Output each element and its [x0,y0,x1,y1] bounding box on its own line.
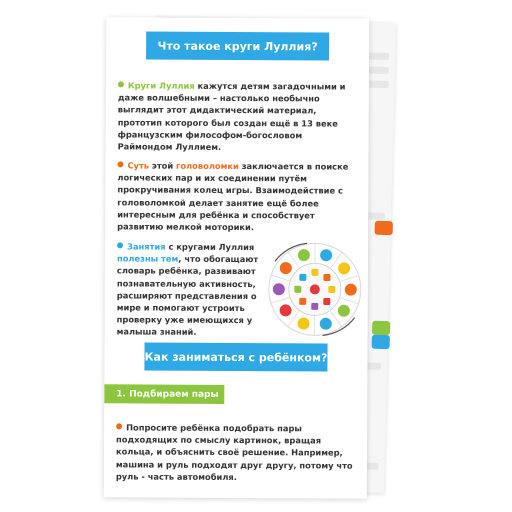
wheel-picture-icon [345,284,357,296]
wheel-picture-icon [280,262,292,274]
lead-text: Круги Луллия [127,80,195,91]
lead-text: Суть [127,160,150,171]
section-essence [117,159,355,233]
wheel-picture-icon [338,305,350,317]
back-tag [372,321,390,335]
section-intro [118,79,356,153]
bullet-icon [117,242,123,248]
body-text: этой [149,160,177,171]
section-benefits [117,240,263,338]
section-banner-text: Как заниматься с ребёнком? [144,350,328,364]
wheel-inner-icon [311,303,318,310]
step-tag [104,384,224,404]
section-banner [144,343,327,372]
body-text: заключается в поиске логических пар и их соединении путём прокручивания колец игры. Взаимодействие с головоломкой делает занятие ещё более интересным для ребёнка и способствует развитию мелкой моторики. [117,161,349,233]
back-tag [372,335,390,349]
step-instructions [116,421,356,483]
bullet-icon [118,81,124,87]
wheel-inner-icon [299,298,306,305]
leaflet-page [104,17,370,498]
wheel-inner-icon [323,274,330,281]
wheel-picture-icon [320,318,332,330]
title-text: Что такое круги Луллия? [157,39,318,53]
wheel-picture-icon [298,318,310,330]
wheel-inner-icon [328,286,335,293]
wheel-picture-icon [320,249,332,261]
bullet-icon [116,423,122,429]
wheel-inner-icon [323,298,330,305]
wheel-picture-icon [298,249,310,261]
body-text: с кругами Луллия [165,241,255,253]
wheel-picture-icon [280,304,292,316]
bullet-icon [117,161,123,167]
wheel-icon [267,241,364,338]
body-text: кажутся детям загадочными и даже волшебными – настолько необычно выглядит этот дидактический материал, прототип которого был создан ещё в 13 веке французским философом-богословом Раймондом Луллием. [117,80,346,152]
wheel-inner-icon [299,274,306,281]
step-tag-text: 1. Подбираем пары [116,388,219,400]
lead-text: полезны тем [116,253,179,264]
back-tag [375,221,393,235]
wheel-inner-icon [294,286,301,293]
lead-text: головоломки [176,160,239,172]
body-text: Попросите ребёнка подобрать пары подходящих по смыслу картинок, вращая кольца, и объяснить своё решение. Например, машина и руль подходят друг другу, потому что руль - часть автомобиля. [115,422,353,482]
wheel-picture-icon [338,262,350,274]
wheel-picture-icon [273,283,285,295]
wheel-inner-icon [311,269,318,276]
lead-text: Занятия [127,241,166,252]
title-banner [146,32,329,61]
body-text: , что обогащают словарь ребёнка, развивают познавательную активность, расширяют представления о мире и помогают устроить проверку уже имеющихся у малыша знаний. [116,253,259,338]
